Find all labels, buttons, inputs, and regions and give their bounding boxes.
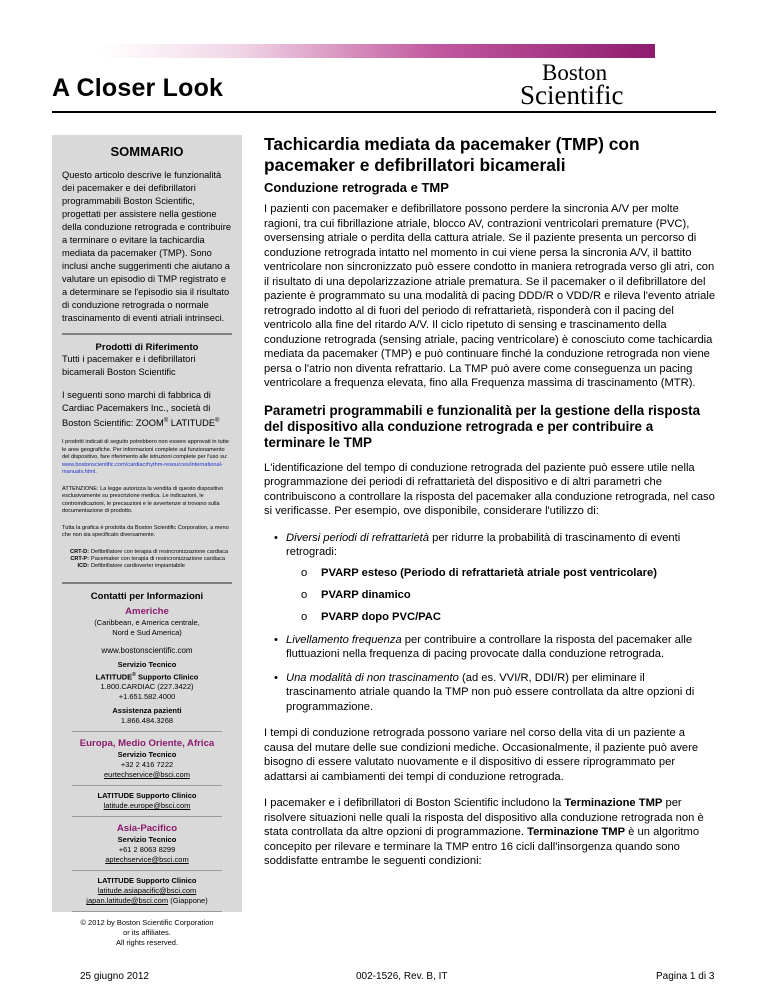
trademark-pre: I seguenti sono marchi di fabbrica di Cardiac Pacemakers Inc., società di Boston Scientific: ZOOM bbox=[62, 390, 211, 429]
region-americas: Americhe bbox=[125, 605, 169, 617]
logo-line-boston: Boston bbox=[542, 60, 608, 85]
paragraph-retrograde: I pazienti con pacemaker e defibrillatore possono perdere la sincronia A/V per molte ragioni, tra cui fibrillazione atriale, blocco AV, contrazioni ventricolari premature (PVC), oversensing atriale o perdita della cattura atriale. Se il paziente presenta un percorso di conduzione retrograda intatto nel momento in cui viene persa la sincronia A/V, il battito ventricolare non sincronizzato può essere condotto in maniera retrograda verso gli atri, con il risultato di una depolarizzazione atriale prematura. Se il pacemaker o il defibrillatore del paziente è programmato su una modalità di pacing DDD/R o VDD/R e rileva l'evento atriale retrogrado indotto al di fuori del periodo di refrattarietà, risponderà con il pacing del ventricolo alla fine del ritardo A/V. Il ciclo ripetuto di sensing e trascinamento della conduzione retrograda (sensing atriale, pacing ventricolare) è conosciuto come tachicardia mediata da pacemaker (TMP) e può continuare finché la conduzione retrograda non viene persa o l'atrio non diventa refrattario. La TMP può avere come conseguenza un pacing ventricolare a frequenza elevata, fino alla Frequenza massima di trascinamento (MTR). bbox=[264, 203, 716, 389]
sublist-item: o PVARP dopo PVC/PAC bbox=[301, 610, 716, 624]
abbreviation-value: Pacemaker con terapia di resincronizzazione cardiaca bbox=[91, 555, 226, 562]
website-link[interactable]: www.bostonscientific.com bbox=[101, 645, 193, 655]
patient-assist-label: Assistenza pazienti bbox=[112, 706, 182, 716]
graphics-note: Tutta la grafica è prodotta da Boston Scientific Corporation, a meno che non sia specificato diversamente. bbox=[62, 524, 229, 539]
abbreviation-item bbox=[62, 549, 232, 556]
footer-date: 25 giugno 2012 bbox=[80, 971, 149, 982]
summary-text: Questo articolo descrive le funzionalità dei pacemaker e dei defibrillatori programmabili Boston Scientific, progettati per assistere nella gestione della conduzione retrograda e contribuire a terminare o evitare la tachicardia mediata da pacemaker (TMP). Sono inclusi anche suggerimenti che aiutano a valutare un episodio di TMP registrato e a determinare se l'episodio sia il risultato di conduzione retrograda o normale trascinamento di eventi atriali intrinseci. bbox=[62, 170, 232, 323]
options-list bbox=[264, 531, 716, 715]
boston-scientific-logo bbox=[520, 60, 680, 110]
disclaimer-text bbox=[62, 439, 232, 477]
abbreviation-item bbox=[62, 563, 232, 570]
bullet-text: (ad es. VVI/R, DDI/R) per eliminare il trascinamento atriale quando la TMP non può essere controllata da altre opzioni di programmazione. bbox=[286, 671, 695, 713]
email-link[interactable]: latitude.europe@bsci.com bbox=[103, 801, 191, 811]
disclaimer-body: I prodotti indicati di seguito potrebbero non essere approvati in tutte le aree geografiche. Per informazioni complete sul funzionamento del dispositivo, fare riferimento alle istruzioni complete per l'uso su: bbox=[62, 439, 229, 461]
contacts-section bbox=[62, 591, 232, 949]
contact-divider bbox=[72, 785, 222, 786]
caution-text: ATTENZIONE: La legge autorizza la vendita di questo dispositivo esclusivamente su prescrizione medica. Le indicazioni, le controindicazioni, le precauzioni e le avvertenze si trovano sulla documentazione di prodotto. bbox=[62, 485, 224, 515]
trademark-reg-latitude: ® bbox=[215, 418, 220, 424]
abbreviation-key: CRT-P: bbox=[70, 555, 89, 562]
sidebar-divider bbox=[62, 582, 232, 584]
bold-term: Terminazione TMP bbox=[564, 797, 663, 809]
list-item bbox=[286, 531, 716, 624]
abbreviation-value: Defibrillatore cardioverter impiantabile bbox=[91, 562, 185, 569]
latitude-support-label bbox=[62, 670, 232, 683]
bullet-text: per ridurre la probabilità di trascinamento di eventi retrogradi: bbox=[286, 531, 681, 558]
abbreviations-list bbox=[62, 549, 232, 570]
page-header-title: A Closer Look bbox=[52, 74, 224, 102]
abbreviation-key: ICD: bbox=[77, 562, 89, 569]
text-run: I pacemaker e i defibrillatori di Boston Scientific includono la bbox=[264, 797, 565, 809]
disclaimer-end: . bbox=[95, 469, 97, 476]
phone-number: +1.651.582.4000 bbox=[118, 692, 176, 702]
tech-service-label: Servizio Tecnico bbox=[117, 750, 177, 760]
bullet-emphasis: Diversi periodi di refrattarietà bbox=[286, 531, 430, 544]
latitude-reg: ® bbox=[132, 671, 136, 678]
copyright-line: All rights reserved. bbox=[115, 938, 179, 948]
contact-divider bbox=[72, 731, 222, 732]
products-heading: Prodotti di Riferimento bbox=[95, 342, 199, 353]
products-text: Tutti i pacemaker e i defibrillatori bicamerali Boston Scientific bbox=[62, 354, 196, 377]
bullet-emphasis: Una modalità di non trascinamento bbox=[286, 671, 459, 684]
contact-divider bbox=[72, 816, 222, 817]
list-item bbox=[286, 633, 716, 662]
latitude-support-label: LATITUDE Supporto Clinico bbox=[97, 876, 197, 886]
logo-line-scientific: Scientific bbox=[520, 80, 624, 110]
tech-service-label: Servizio Tecnico bbox=[117, 835, 177, 845]
paragraph-conduction-times: I tempi di conduzione retrograda possono variare nel corso della vita di un paziente a causa del mutare delle sue condizioni mediche. Occasionalmente, il paziente può avere bisogno di essere valutato nuovamente e il dispositivo di essere riprogrammato per adattarsi ai cambiamenti dei tempi di conduzione retrograda. bbox=[264, 727, 699, 783]
phone-number: +32 2 416 7222 bbox=[120, 760, 174, 770]
article-title: Tachicardia mediata da pacemaker (TMP) con pacemaker e defibrillatori bicamerali bbox=[264, 134, 640, 175]
support-word: Supporto Clinico bbox=[135, 672, 199, 682]
japan-contact bbox=[62, 896, 232, 906]
sublist-item: o PVARP esteso (Periodo di refrattarietà atriale post ventricolare) bbox=[301, 566, 716, 580]
list-item bbox=[286, 671, 716, 715]
trademark-text bbox=[62, 389, 232, 430]
trademark-latitude: LATITUDE bbox=[168, 418, 216, 429]
abbreviation-value: Defibrillatore con terapia di resincronizzazione cardiaca bbox=[91, 548, 229, 555]
copyright-line: or its affiliates. bbox=[123, 928, 171, 938]
sublist-item: o PVARP dinamico bbox=[301, 588, 716, 602]
latitude-support-label: LATITUDE Supporto Clinico bbox=[97, 791, 197, 801]
abbreviation-item bbox=[62, 556, 232, 563]
region-europe: Europa, Medio Oriente, Africa bbox=[79, 738, 215, 750]
email-link[interactable]: japan.latitude@bsci.com bbox=[86, 896, 169, 906]
sidebar-title: SOMMARIO bbox=[110, 144, 184, 159]
paragraph-pmt-termination bbox=[264, 796, 716, 869]
text-run: per risolvere situazioni nelle quali la risposta del dispositivo alla conduzione retrograda non è stata controllata da altre opzioni di programmazione. bbox=[264, 797, 704, 838]
contacts-title: Contatti per Informazioni bbox=[90, 590, 204, 602]
section-heading-parameters: Parametri programmabili e funzionalità per la gestione della risposta del dispositivo alla conduzione retrograda e per contribuire a terminare le TMP bbox=[264, 402, 701, 450]
region-asia-pacific: Asia-Pacifico bbox=[116, 823, 178, 835]
email-link[interactable]: aptechservice@bsci.com bbox=[105, 855, 189, 865]
phone-number: +61 2 8063 8299 bbox=[118, 845, 176, 855]
phone-number: 1.866.484.3268 bbox=[120, 716, 174, 726]
footer-page-number: Pagina 1 di 3 bbox=[656, 971, 715, 982]
contact-divider bbox=[72, 870, 222, 871]
trademark-reg-zoom: ® bbox=[163, 418, 169, 424]
email-link[interactable]: eurtechservice@bsci.com bbox=[104, 770, 190, 780]
email-link[interactable]: latitude.asiapacific@bsci.com bbox=[97, 886, 197, 896]
bullet-emphasis: Livellamento frequenza bbox=[286, 633, 402, 646]
header-gradient-bar bbox=[100, 44, 655, 58]
manuals-link[interactable]: www.bostonscientific.com/cardiacrhythm-resources/international-manuals.html bbox=[62, 461, 223, 476]
section-heading-retrograde: Conduzione retrograda e TMP bbox=[264, 180, 449, 195]
latitude-word: LATITUDE bbox=[95, 672, 133, 682]
tech-service-label: Servizio Tecnico bbox=[117, 659, 177, 669]
japan-note: (Giappone) bbox=[168, 896, 208, 906]
phone-number: 1.800.CARDIAC (227.3422) bbox=[100, 682, 194, 692]
copyright-line: © 2012 by Boston Scientific Corporation bbox=[80, 918, 214, 928]
bullet-text: per contribuire a controllare la risposta del pacemaker alle fluttuazioni nella frequenza di pacing provocate dalla conduzione retrograda. bbox=[286, 633, 693, 660]
americas-subtitle: (Caribbean, e America centrale, bbox=[94, 617, 200, 627]
refractory-sublist bbox=[286, 566, 716, 624]
summary-sidebar bbox=[52, 135, 242, 948]
paragraph-parameters: L'identificazione del tempo di conduzione retrograda del paziente può essere utile nella programmazione dei periodi di refrattarietà del dispositivo e di altri parametri che contribuiscono a controllare la risposta del pacemaker alla conduzione retrograda, nel caso si verificasse. Per esempio, ove disponibile, considerare l'utilizzo di: bbox=[264, 461, 715, 517]
header-divider bbox=[52, 111, 716, 113]
bold-term: Terminazione TMP bbox=[527, 826, 626, 838]
contact-divider bbox=[72, 911, 222, 912]
article-body bbox=[264, 134, 716, 881]
text-run: è un algoritmo concepito per rilevare e terminare la TMP entro 16 cicli dall'insorgenza quando sono soddisfatte entrambe le seguenti condizioni: bbox=[264, 826, 700, 867]
sidebar-divider bbox=[62, 333, 232, 335]
americas-subtitle: Nord e Sud America) bbox=[112, 627, 182, 637]
footer-doc-number: 002-1526, Rev. B, IT bbox=[356, 971, 448, 982]
abbreviation-key: CRT-D: bbox=[70, 548, 89, 555]
